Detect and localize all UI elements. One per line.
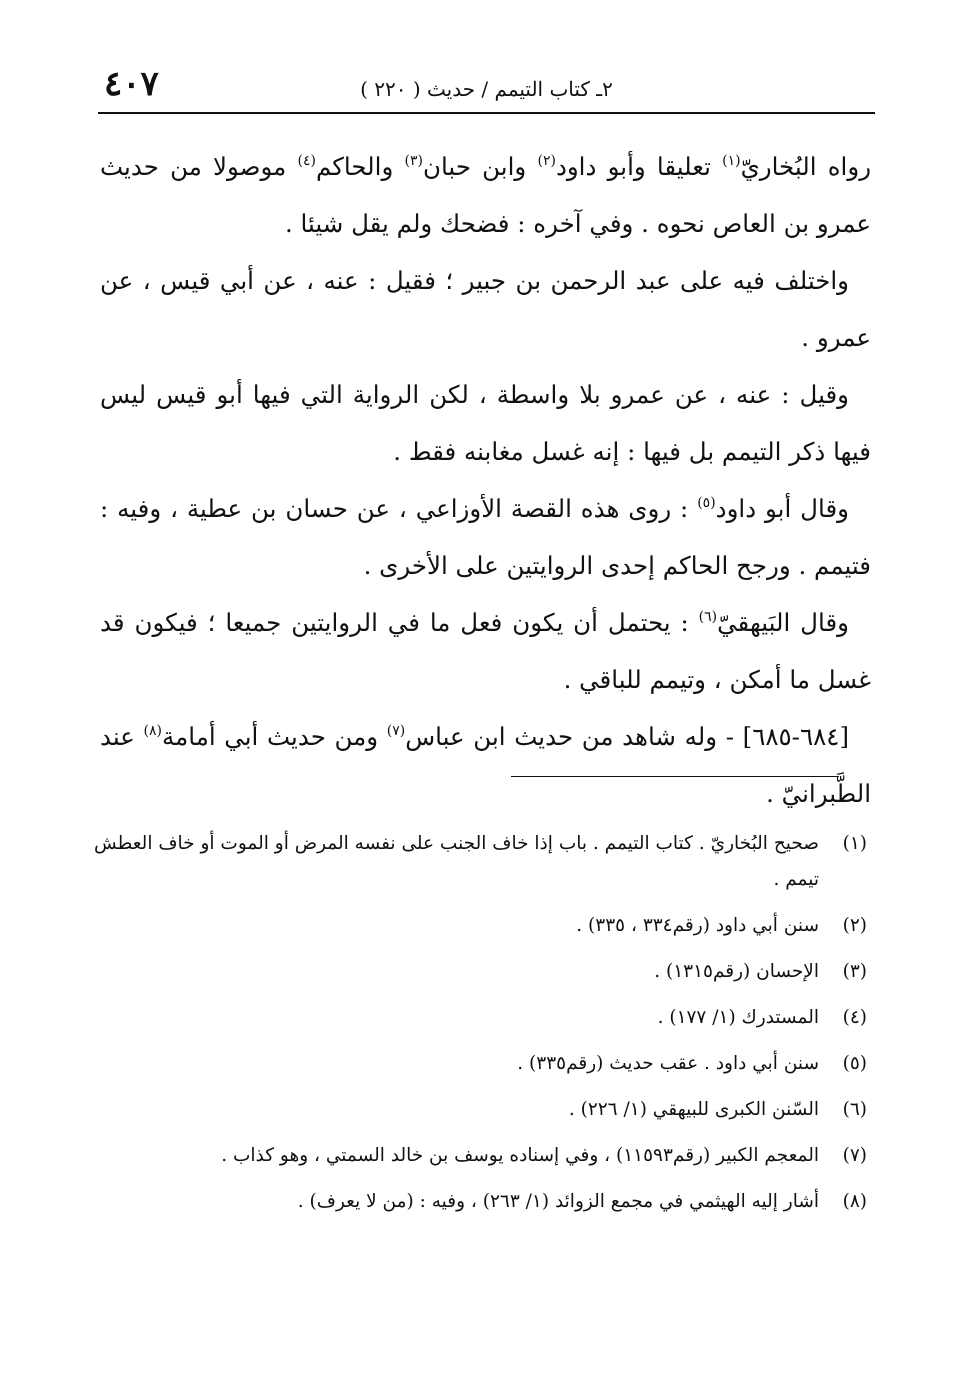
footnote-number: (٨) <box>842 1191 867 1212</box>
paragraph-1 <box>100 138 871 252</box>
paragraph-4 <box>100 480 871 594</box>
text-run: [٦٨٤-٦٨٥] - وله شاهد من حديث ابن عباس <box>405 722 849 751</box>
footnote-text: الإحسان (رقم١٣١٥) . <box>654 961 819 982</box>
footnote-text: المستدرك (١/ ١٧٧) . <box>657 1007 819 1028</box>
footnote-8 <box>94 1184 867 1220</box>
footnote-3 <box>94 954 867 990</box>
running-head: ٢ـ كتاب التيمم / حديث ( ٢٢٠ ) <box>360 77 613 101</box>
page-header <box>98 62 875 114</box>
page-number: ٤٠٧ <box>104 64 159 104</box>
footnote-ref: (٤) <box>297 153 316 169</box>
footnote-number: (٧) <box>842 1145 867 1166</box>
footnote-number: (٢) <box>842 915 867 936</box>
footnote-divider <box>511 776 839 777</box>
footnote-text: سنن أبي داود . عقب حديث (رقم٣٣٥) . <box>517 1053 819 1074</box>
footnote-text: المعجم الكبير (رقم١١٥٩٣) ، وفي إسناده يوسف بن خالد السمتي ، وهو كذاب . <box>221 1145 819 1166</box>
footnote-6 <box>94 1092 867 1128</box>
paragraph-5 <box>100 594 871 708</box>
footnotes-list <box>94 826 867 1230</box>
footnote-ref: (٨) <box>143 723 162 739</box>
footnote-number: (٤) <box>842 1007 867 1028</box>
footnote-ref: (١) <box>722 153 741 169</box>
footnote-number: (١) <box>842 833 867 854</box>
footnote-ref: (٦) <box>698 609 718 625</box>
main-text <box>100 138 871 822</box>
text-run: وقال البَيهقيّ <box>717 608 849 637</box>
footnote-ref: (٧) <box>386 723 406 739</box>
footnote-text: السّنن الكبرى للبيهقي (١/ ٢٢٦) . <box>568 1099 819 1120</box>
footnote-number: (٥) <box>842 1053 867 1074</box>
footnote-ref: (٣) <box>404 153 423 169</box>
text-run: ومن حديث أبي أمامة <box>162 722 387 751</box>
footnote-text: سنن أبي داود (رقم٣٣٤ ، ٣٣٥) . <box>576 915 819 936</box>
text-run: رواه البُخاريّ <box>740 152 872 181</box>
paragraph-2: واختلف فيه على عبد الرحمن بن جبير ؛ فقيل : عنه ، عن أبي قيس ، عن عمرو . <box>100 266 871 352</box>
footnote-text: أشار إليه الهيثمي في مجمع الزوائد (١/ ٢٦٣) ، وفيه : (من لا يعرف) . <box>297 1191 819 1212</box>
footnote-ref: (٥) <box>697 495 716 511</box>
text-run: : روى هذه القصة الأوزاعي ، عن حسان بن عطية ، وفيه : فتيمم . ورجح الحاكم إحدى الروايتين على الأخرى . <box>100 494 871 580</box>
text-run: عند الطَّبرانيّ . <box>100 722 871 808</box>
text-run: وقال أبو داود <box>715 494 849 523</box>
footnote-2 <box>94 908 867 944</box>
footnote-4 <box>94 1000 867 1036</box>
text-run: وابن حبان <box>422 152 538 181</box>
footnote-number: (٣) <box>842 961 867 982</box>
footnote-5 <box>94 1046 867 1082</box>
footnote-text: صحيح البُخاريّ . كتاب التيمم . باب إذا خاف الجنب على نفسه المرض أو الموت أو خاف العطش تيمم . <box>94 833 819 890</box>
text-run: تعليقا وأبو داود <box>555 152 723 181</box>
paragraph-6 <box>100 708 871 822</box>
text-run: موصولا من حديث عمرو بن العاص نحوه . وفي آخره : فضحك ولم يقل شيئا . <box>100 152 871 238</box>
paragraph-3: وقيل : عنه ، عن عمرو بلا واسطة ، لكن الرواية التي فيها أبو قيس ليس فيها ذكر التيمم بل فيها : إنه غسل مغابنه فقط . <box>100 380 871 466</box>
footnote-number: (٦) <box>842 1099 867 1120</box>
footnote-1 <box>94 826 867 898</box>
footnote-ref: (٢) <box>537 153 556 169</box>
text-run: : يحتمل أن يكون فعل ما في الروايتين جميعا ؛ فيكون قد غسل ما أمكن ، وتيمم للباقي . <box>100 608 871 694</box>
footnote-7 <box>94 1138 867 1174</box>
text-run: والحاكم <box>315 152 405 181</box>
